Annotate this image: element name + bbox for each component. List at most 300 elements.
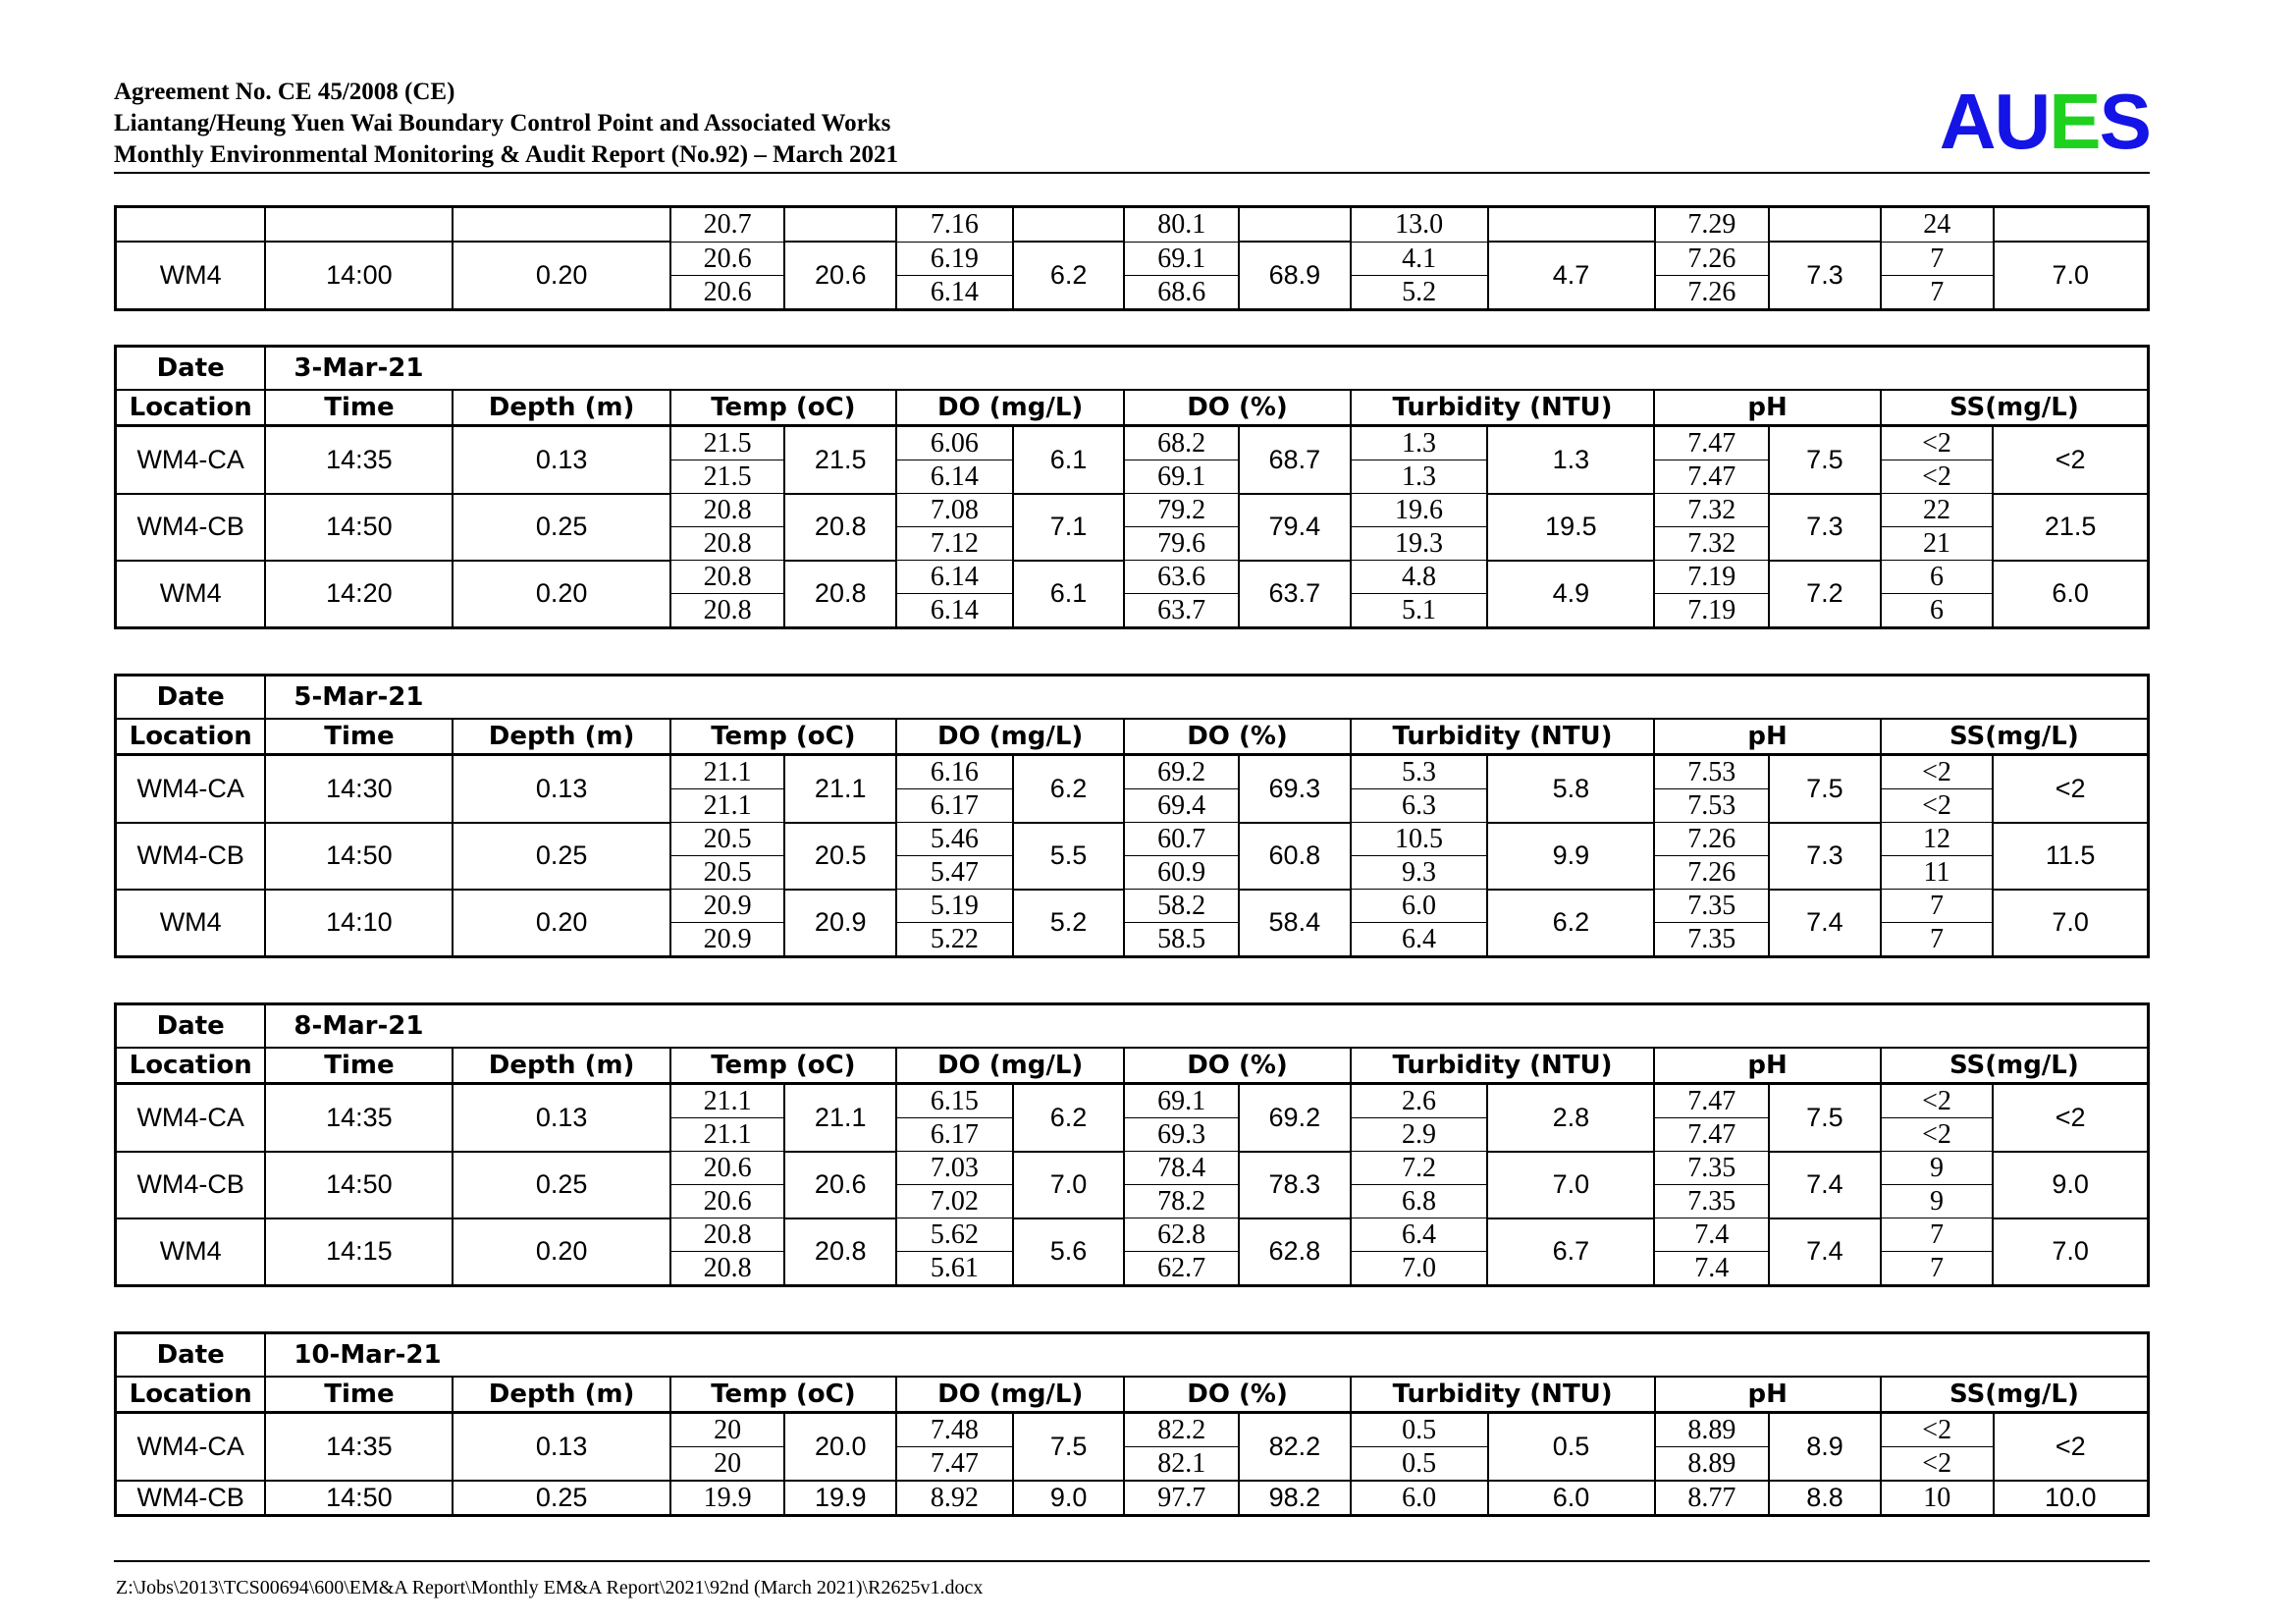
- do_mg-average: 7.5: [1013, 1413, 1125, 1482]
- col-time: Time: [265, 390, 453, 426]
- ss-average: 7.0: [1994, 242, 2149, 309]
- ss-reading: <2: [1881, 460, 1994, 494]
- do_mg-reading: 7.12: [896, 527, 1013, 561]
- turb-reading: 10.5: [1351, 823, 1488, 856]
- ss-average: <2: [1993, 426, 2148, 494]
- col-header: Turbidity (NTU): [1351, 719, 1655, 755]
- table-cell: [784, 207, 896, 243]
- location-cell: WM4-CB: [116, 823, 266, 890]
- col-header: SS(mg/L): [1881, 719, 2149, 755]
- depth-cell: 0.13: [453, 1084, 669, 1152]
- temp-reading: 21.1: [670, 789, 785, 823]
- reading-cell: 13.0: [1351, 207, 1488, 243]
- do_pct-reading: 78.2: [1124, 1185, 1239, 1218]
- day-table-0: [114, 345, 2150, 629]
- ss-average: 11.5: [1993, 823, 2148, 890]
- ph-reading: 7.53: [1654, 789, 1769, 823]
- do_pct-reading: 68.6: [1124, 275, 1239, 309]
- depth-cell: 0.13: [453, 426, 669, 494]
- ph-reading: 7.26: [1655, 242, 1770, 275]
- turb-reading: 4.8: [1351, 561, 1488, 594]
- ph-reading: 7.35: [1654, 923, 1769, 957]
- do_pct-average: 68.9: [1239, 242, 1351, 309]
- date-label: Date: [116, 347, 266, 391]
- ph-reading: 7.47: [1654, 1118, 1769, 1152]
- ss-reading: 7: [1881, 1252, 1994, 1286]
- do_mg-reading: 5.46: [896, 823, 1013, 856]
- do_mg-reading: 5.61: [896, 1252, 1013, 1286]
- turb-reading: 0.5: [1351, 1413, 1488, 1447]
- continuation-table: [114, 205, 2150, 311]
- do_mg-average: 6.1: [1013, 426, 1125, 494]
- location-cell: WM4-CA: [116, 1084, 266, 1152]
- reading-cell: 80.1: [1124, 207, 1239, 243]
- do_pct-average: 62.8: [1239, 1218, 1351, 1286]
- temp-reading: 20: [670, 1447, 785, 1482]
- ss-reading: <2: [1881, 789, 1994, 823]
- location-cell: WM4: [116, 561, 266, 628]
- location-cell: WM4-CB: [116, 1481, 266, 1516]
- temp-average: 20.6: [784, 1152, 896, 1218]
- ph-reading: 7.47: [1654, 426, 1769, 460]
- col-location: Location: [116, 1048, 266, 1084]
- ph-reading: 7.4: [1654, 1218, 1769, 1252]
- temp-average: 20.5: [784, 823, 896, 890]
- temp-reading: 20.8: [670, 494, 785, 527]
- do_pct-reading: 69.2: [1124, 755, 1239, 789]
- ss-reading: 11: [1881, 856, 1994, 890]
- ph-average: 7.4: [1769, 890, 1881, 957]
- date-label: Date: [116, 1004, 266, 1049]
- ph-reading: 7.32: [1654, 494, 1769, 527]
- do_mg-reading: 5.19: [896, 890, 1013, 923]
- report-header: [114, 77, 2150, 171]
- table-row: [116, 426, 2149, 460]
- turb-reading: 2.9: [1351, 1118, 1488, 1152]
- do_mg-reading: 5.62: [896, 1218, 1013, 1252]
- turb-average: 5.8: [1487, 755, 1654, 823]
- col-header: DO (mg/L): [896, 390, 1124, 426]
- temp-average: 20.8: [784, 561, 896, 628]
- do_pct-reading: 69.4: [1124, 789, 1239, 823]
- ph-reading: 7.32: [1654, 527, 1769, 561]
- col-header: SS(mg/L): [1881, 390, 2149, 426]
- ss-reading: <2: [1881, 1413, 1994, 1447]
- turb-reading: 19.6: [1351, 494, 1488, 527]
- header-text: [114, 77, 898, 171]
- do_pct-reading: 69.3: [1124, 1118, 1239, 1152]
- ss-reading: 22: [1881, 494, 1994, 527]
- table-row: [116, 1481, 2149, 1516]
- temp-reading: 20.9: [670, 923, 785, 957]
- do_mg-reading: 5.22: [896, 923, 1013, 957]
- col-location: Location: [116, 390, 266, 426]
- turb-reading: 1.3: [1351, 460, 1488, 494]
- do_mg-reading: 7.02: [896, 1185, 1013, 1218]
- do_pct-reading: 60.7: [1124, 823, 1239, 856]
- do_mg-average: 9.0: [1013, 1481, 1125, 1516]
- temp-reading: 21.1: [670, 755, 785, 789]
- temp-average: 20.8: [784, 1218, 896, 1286]
- ss-reading: 7: [1881, 923, 1994, 957]
- table-cell: [1013, 207, 1125, 243]
- col-time: Time: [265, 1377, 453, 1413]
- ph-average: 7.4: [1769, 1152, 1881, 1218]
- do_pct-reading: 82.1: [1124, 1447, 1239, 1482]
- table-row: [116, 755, 2149, 789]
- ph-reading: 7.47: [1654, 1084, 1769, 1118]
- do_pct-reading: 97.7: [1124, 1481, 1239, 1516]
- do_pct-reading: 79.2: [1124, 494, 1239, 527]
- col-header: Temp (oC): [670, 1048, 896, 1084]
- date-row: [116, 1004, 2149, 1049]
- do_mg-reading: 7.47: [896, 1447, 1013, 1482]
- temp-average: 21.5: [784, 426, 896, 494]
- do_pct-reading: 69.1: [1124, 460, 1239, 494]
- ss-average: 6.0: [1993, 561, 2148, 628]
- turb-reading: 4.1: [1351, 242, 1488, 275]
- col-header: pH: [1654, 719, 1880, 755]
- table-row: [116, 1413, 2149, 1447]
- temp-reading: 20.9: [670, 890, 785, 923]
- ss-average: <2: [1994, 1413, 2149, 1482]
- time-cell: 14:50: [265, 823, 453, 890]
- footer-rule: [114, 1560, 2150, 1562]
- ph-reading: 7.26: [1654, 823, 1769, 856]
- do_pct-reading: 69.1: [1124, 242, 1239, 275]
- turb-average: 9.9: [1487, 823, 1654, 890]
- col-header: SS(mg/L): [1881, 1048, 2149, 1084]
- time-cell: 14:20: [265, 561, 453, 628]
- col-header: pH: [1654, 1048, 1880, 1084]
- turb-reading: 6.4: [1351, 1218, 1488, 1252]
- ss-average: 7.0: [1993, 890, 2148, 957]
- location-cell: WM4-CA: [116, 1413, 266, 1482]
- location-cell: WM4: [116, 242, 266, 309]
- time-cell: 14:50: [265, 1481, 453, 1516]
- depth-cell: 0.25: [453, 494, 669, 561]
- table-row: [116, 890, 2149, 923]
- date-value: 10-Mar-21: [265, 1333, 2148, 1378]
- ph-average: 7.4: [1769, 1218, 1881, 1286]
- ph-reading: 7.4: [1654, 1252, 1769, 1286]
- col-time: Time: [265, 1048, 453, 1084]
- ss-reading: 7: [1881, 890, 1994, 923]
- reading-cell: 20.7: [670, 207, 785, 243]
- date-label: Date: [116, 1333, 266, 1378]
- do_mg-average: 5.5: [1013, 823, 1125, 890]
- ss-reading: <2: [1881, 426, 1994, 460]
- time-cell: 14:35: [265, 1084, 453, 1152]
- do_pct-reading: 62.8: [1124, 1218, 1239, 1252]
- ss-average: <2: [1993, 1084, 2148, 1152]
- turb-average: 4.7: [1488, 242, 1655, 309]
- ss-reading: <2: [1881, 1447, 1994, 1482]
- ph-average: 7.3: [1769, 494, 1881, 561]
- do_pct-reading: 82.2: [1124, 1413, 1239, 1447]
- table-row: [116, 823, 2149, 856]
- col-location: Location: [116, 1377, 266, 1413]
- ss-average: 10.0: [1994, 1481, 2149, 1516]
- temp-reading: 20.6: [670, 1152, 785, 1185]
- turb-reading: 9.3: [1351, 856, 1488, 890]
- ss-reading: <2: [1881, 755, 1994, 789]
- col-header: Temp (oC): [670, 390, 896, 426]
- reading-cell: 7.29: [1655, 207, 1770, 243]
- do_mg-average: 7.0: [1013, 1152, 1125, 1218]
- turb-average: 1.3: [1487, 426, 1654, 494]
- ph-reading: 8.89: [1655, 1413, 1770, 1447]
- do_mg-reading: 6.17: [896, 1118, 1013, 1152]
- do_pct-average: 69.2: [1239, 1084, 1351, 1152]
- ph-reading: 7.19: [1654, 561, 1769, 594]
- turb-reading: 1.3: [1351, 426, 1488, 460]
- col-depth: Depth (m): [453, 390, 669, 426]
- col-header: Turbidity (NTU): [1351, 1048, 1655, 1084]
- time-cell: 14:10: [265, 890, 453, 957]
- do_mg-average: 6.2: [1013, 242, 1125, 309]
- ss-reading: <2: [1881, 1084, 1994, 1118]
- location-cell: WM4: [116, 1218, 266, 1286]
- do_pct-average: 63.7: [1239, 561, 1351, 628]
- ss-reading: 7: [1881, 242, 1994, 275]
- ph-average: 8.9: [1769, 1413, 1881, 1482]
- col-header: Turbidity (NTU): [1351, 1377, 1655, 1413]
- day-table-2: [114, 1002, 2150, 1287]
- do_pct-average: 68.7: [1239, 426, 1351, 494]
- do_pct-reading: 58.5: [1124, 923, 1239, 957]
- do_pct-average: 79.4: [1239, 494, 1351, 561]
- date-label: Date: [116, 676, 266, 720]
- ph-reading: 7.26: [1654, 856, 1769, 890]
- temp-reading: 20: [670, 1413, 785, 1447]
- do_pct-average: 82.2: [1239, 1413, 1351, 1482]
- ph-reading: 7.53: [1654, 755, 1769, 789]
- turb-average: 6.2: [1487, 890, 1654, 957]
- turb-average: 19.5: [1487, 494, 1654, 561]
- location-cell: WM4-CB: [116, 1152, 266, 1218]
- do_mg-average: 7.1: [1013, 494, 1125, 561]
- col-location: Location: [116, 719, 266, 755]
- turb-reading: 2.6: [1351, 1084, 1488, 1118]
- time-cell: 14:00: [265, 242, 453, 309]
- do_pct-average: 98.2: [1239, 1481, 1351, 1516]
- turb-reading: 7.0: [1351, 1252, 1488, 1286]
- col-header: pH: [1654, 390, 1880, 426]
- turb-reading: 19.3: [1351, 527, 1488, 561]
- do_pct-reading: 60.9: [1124, 856, 1239, 890]
- temp-reading: 20.6: [670, 275, 785, 309]
- ss-reading: 9: [1881, 1185, 1994, 1218]
- col-header: SS(mg/L): [1881, 1377, 2149, 1413]
- temp-average: 21.1: [784, 1084, 896, 1152]
- temp-reading: 19.9: [670, 1481, 785, 1516]
- do_pct-average: 69.3: [1239, 755, 1351, 823]
- ss-reading: 12: [1881, 823, 1994, 856]
- depth-cell: 0.13: [453, 1413, 669, 1482]
- temp-reading: 20.6: [670, 1185, 785, 1218]
- ss-reading: 9: [1881, 1152, 1994, 1185]
- temp-reading: 21.5: [670, 426, 785, 460]
- do_pct-average: 78.3: [1239, 1152, 1351, 1218]
- table-cell: [116, 207, 266, 243]
- turb-reading: 6.4: [1351, 923, 1488, 957]
- turb-reading: 6.0: [1351, 1481, 1488, 1516]
- project-title: Liantang/Heung Yuen Wai Boundary Control Point and Associated Works: [114, 110, 891, 136]
- ph-reading: 7.35: [1654, 890, 1769, 923]
- col-header: DO (%): [1124, 390, 1350, 426]
- temp-average: 20.6: [784, 242, 896, 309]
- turb-average: 6.0: [1488, 1481, 1655, 1516]
- col-depth: Depth (m): [453, 1048, 669, 1084]
- depth-cell: 0.25: [453, 823, 669, 890]
- depth-cell: 0.20: [453, 561, 669, 628]
- table-row: [116, 494, 2149, 527]
- table-row: [116, 561, 2149, 594]
- turb-reading: 7.2: [1351, 1152, 1488, 1185]
- column-header-row: [116, 719, 2149, 755]
- column-header-row: [116, 1377, 2149, 1413]
- time-cell: 14:35: [265, 426, 453, 494]
- do_pct-reading: 78.4: [1124, 1152, 1239, 1185]
- depth-cell: 0.20: [453, 242, 669, 309]
- do_pct-average: 60.8: [1239, 823, 1351, 890]
- col-header: Temp (oC): [670, 1377, 896, 1413]
- col-header: Temp (oC): [670, 719, 896, 755]
- aues-logo: AUES: [1939, 78, 2150, 165]
- table-cell: [453, 207, 669, 243]
- col-header: pH: [1655, 1377, 1881, 1413]
- temp-reading: 20.6: [670, 242, 785, 275]
- col-depth: Depth (m): [453, 1377, 669, 1413]
- depth-cell: 0.25: [453, 1152, 669, 1218]
- col-header: DO (mg/L): [896, 719, 1124, 755]
- time-cell: 14:50: [265, 494, 453, 561]
- ph-reading: 8.89: [1655, 1447, 1770, 1482]
- location-cell: WM4-CA: [116, 755, 266, 823]
- table-row: [116, 242, 2149, 275]
- col-header: DO (mg/L): [896, 1048, 1124, 1084]
- do_pct-reading: 68.2: [1124, 426, 1239, 460]
- do_mg-reading: 6.14: [896, 594, 1013, 628]
- day-table-3: [114, 1331, 2150, 1517]
- do_mg-reading: 6.19: [896, 242, 1013, 275]
- depth-cell: 0.20: [453, 1218, 669, 1286]
- ss-average: 21.5: [1993, 494, 2148, 561]
- do_mg-reading: 7.03: [896, 1152, 1013, 1185]
- do_mg-average: 5.2: [1013, 890, 1125, 957]
- ss-reading: 7: [1881, 1218, 1994, 1252]
- turb-average: 4.9: [1487, 561, 1654, 628]
- date-row: [116, 347, 2149, 391]
- do_pct-reading: 69.1: [1124, 1084, 1239, 1118]
- ph-average: 8.8: [1769, 1481, 1881, 1516]
- depth-cell: 0.25: [453, 1481, 669, 1516]
- location-cell: WM4-CB: [116, 494, 266, 561]
- date-row: [116, 676, 2149, 720]
- ss-reading: 10: [1881, 1481, 1994, 1516]
- turb-reading: 5.2: [1351, 275, 1488, 309]
- do_mg-average: 6.1: [1013, 561, 1125, 628]
- time-cell: 14:15: [265, 1218, 453, 1286]
- do_mg-reading: 6.14: [896, 275, 1013, 309]
- ph-average: 7.5: [1769, 426, 1881, 494]
- do_pct-reading: 63.6: [1124, 561, 1239, 594]
- ss-reading: 6: [1881, 594, 1994, 628]
- ph-reading: 7.47: [1654, 460, 1769, 494]
- do_mg-reading: 6.14: [896, 561, 1013, 594]
- do_mg-reading: 5.47: [896, 856, 1013, 890]
- temp-average: 20.0: [784, 1413, 896, 1482]
- do_mg-average: 5.6: [1013, 1218, 1125, 1286]
- location-cell: WM4-CA: [116, 426, 266, 494]
- depth-cell: 0.13: [453, 755, 669, 823]
- do_pct-reading: 62.7: [1124, 1252, 1239, 1286]
- table-cell: [265, 207, 453, 243]
- do_mg-reading: 7.48: [896, 1413, 1013, 1447]
- do_pct-average: 58.4: [1239, 890, 1351, 957]
- do_pct-reading: 58.2: [1124, 890, 1239, 923]
- col-time: Time: [265, 719, 453, 755]
- table-row: [116, 1152, 2149, 1185]
- temp-average: 20.9: [784, 890, 896, 957]
- temp-reading: 20.8: [670, 561, 785, 594]
- temp-reading: 20.5: [670, 856, 785, 890]
- temp-average: 20.8: [784, 494, 896, 561]
- table-cell: [1769, 207, 1881, 243]
- col-header: DO (%): [1124, 1048, 1350, 1084]
- time-cell: 14:50: [265, 1152, 453, 1218]
- col-header: DO (mg/L): [896, 1377, 1124, 1413]
- turb-average: 7.0: [1487, 1152, 1654, 1218]
- turb-reading: 6.0: [1351, 890, 1488, 923]
- temp-reading: 20.8: [670, 1252, 785, 1286]
- ss-reading: 6: [1881, 561, 1994, 594]
- do_mg-reading: 8.92: [896, 1481, 1013, 1516]
- file-path-footer: Z:\Jobs\2013\TCS00694\600\EM&A Report\Monthly EM&A Report\2021\92nd (March 2021)\R2625v1.docx: [116, 1577, 984, 1598]
- turb-average: 0.5: [1488, 1413, 1655, 1482]
- ss-reading: <2: [1881, 1118, 1994, 1152]
- temp-reading: 20.8: [670, 1218, 785, 1252]
- do_mg-average: 6.2: [1013, 1084, 1125, 1152]
- ph-reading: 8.77: [1655, 1481, 1770, 1516]
- turb-reading: 0.5: [1351, 1447, 1488, 1482]
- date-value: 5-Mar-21: [265, 676, 2148, 720]
- do_mg-reading: 6.14: [896, 460, 1013, 494]
- do_pct-reading: 79.6: [1124, 527, 1239, 561]
- ss-reading: 21: [1881, 527, 1994, 561]
- temp-reading: 20.8: [670, 594, 785, 628]
- table-row: [116, 1084, 2149, 1118]
- table-cell: [1994, 207, 2149, 243]
- do_mg-reading: 6.16: [896, 755, 1013, 789]
- ph-reading: 7.35: [1654, 1152, 1769, 1185]
- ss-average: <2: [1993, 755, 2148, 823]
- ph-average: 7.5: [1769, 1084, 1881, 1152]
- temp-reading: 20.8: [670, 527, 785, 561]
- col-depth: Depth (m): [453, 719, 669, 755]
- column-header-row: [116, 1048, 2149, 1084]
- ss-reading: 7: [1881, 275, 1994, 309]
- report-title: Monthly Environmental Monitoring & Audit Report (No.92) – March 2021: [114, 141, 899, 168]
- temp-reading: 20.5: [670, 823, 785, 856]
- time-cell: 14:30: [265, 755, 453, 823]
- ss-average: 7.0: [1993, 1218, 2148, 1286]
- col-header: Turbidity (NTU): [1351, 390, 1655, 426]
- table-row: [116, 1218, 2149, 1252]
- do_mg-reading: 6.17: [896, 789, 1013, 823]
- turb-average: 6.7: [1487, 1218, 1654, 1286]
